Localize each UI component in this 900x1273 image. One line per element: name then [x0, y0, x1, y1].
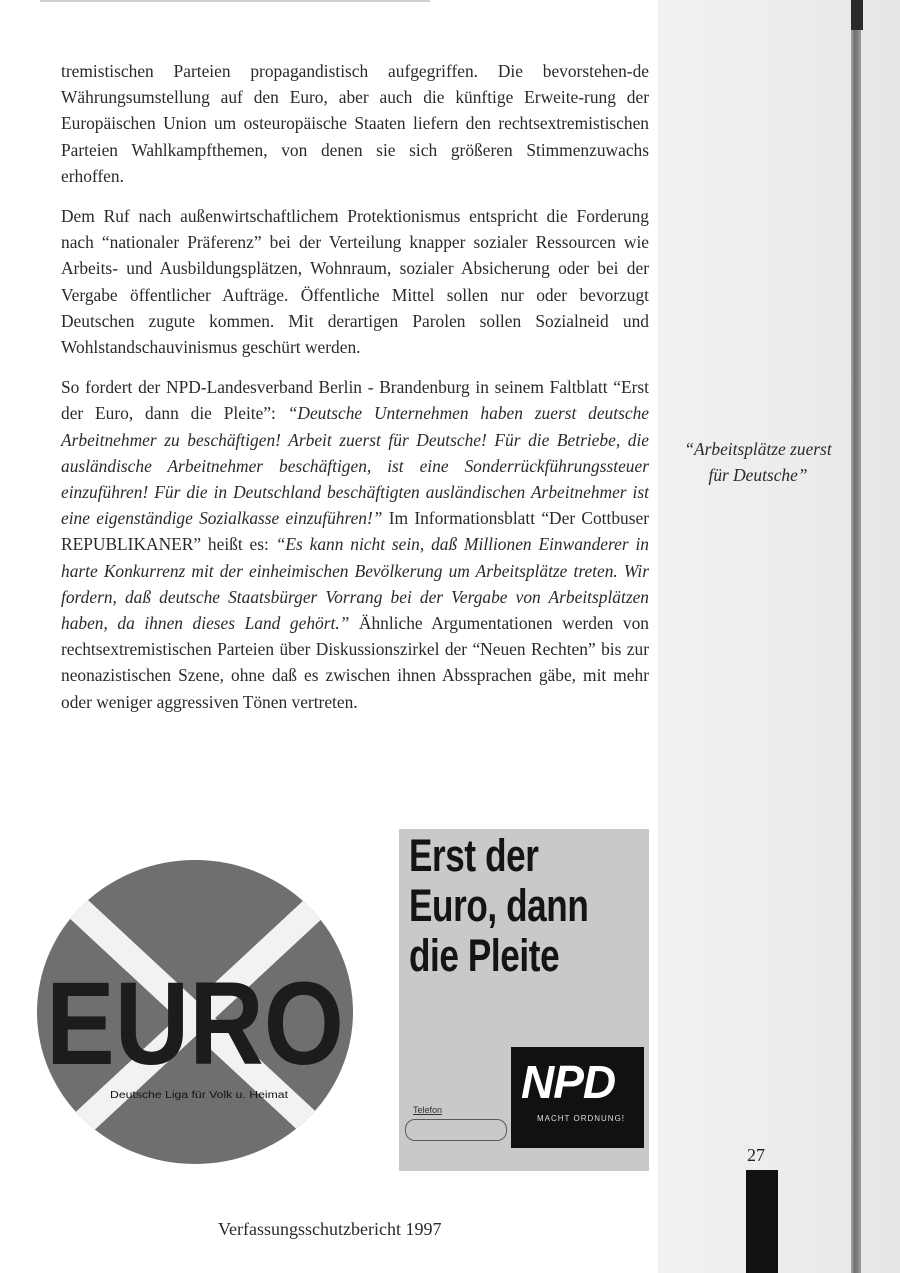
margin-column: [658, 0, 900, 1273]
sticker-euro-text: EURO: [46, 958, 344, 1090]
page-binding-edge-top: [851, 0, 863, 30]
phone-field: [405, 1119, 507, 1141]
flyer-headline-line: Euro, dann: [409, 880, 589, 931]
flyer-headline-line: die Pleite: [409, 930, 560, 981]
text-segment: Dem Ruf nach außenwirtschaftlichem Protektionismus entspricht die Forderung nach “nationaler Präferenz” bei der Verteilung knapper sozialer Ressourcen wie Arbeits- und Ausbildungsplätzen, Wohnraum, sozialer Absicherung oder bei der Vergabe öffentlicher Aufträge. Öffentliche Mittel sollen nur oder bevorzugt Deutschen zugute kommen. Mit derartigen Parolen sollen Sozialneid und Wohlstandschauvinismus geschürt werden.: [61, 206, 649, 358]
quote-segment: “Deutsche Unternehmen haben zuerst deutsche Arbeitnehmer zu beschäftigen! Arbeit zuerst für Deutsche! Für die Betriebe, die ausländische Arbeitnehmer beschäftigen, ist eine Sonderrückführungssteuer einzuführen! Für die in Deutschland beschäftigten ausländischen Arbeitnehmer ist eine eigenständige Sozialkasse einzuführen!”: [61, 403, 649, 529]
chapter-thumb-tab: [746, 1170, 778, 1273]
text-segment: Ähnliche Argumentationen werden von rechtsextremistischen Parteien über Diskussionszirkel der “Neuen Rechten” bis zur neonazistischen Szene, ohne daß es zwischen ihnen Abssprachen gäbe, mit mehr oder weniger aggressiven Tönen vertreten.: [61, 613, 650, 712]
page-binding-edge: [851, 0, 861, 1273]
body-text: [61, 58, 649, 729]
body-paragraph: [61, 203, 649, 360]
text-segment: tremistischen Parteien propagandistisch aufgegriffen. Die bevorstehen-de Währungsumstellung auf den Euro, aber auch die künftige Erweite-rung der Europäischen Union um osteuropäische Staaten liefern den rechtsextremistischen Parteien Wahlkampfthemen, von denen sie sich größeren Stimmenzuwachs erhoffen.: [61, 61, 649, 186]
flyer-headline: [409, 831, 596, 981]
npd-logo: NPD: [521, 1056, 616, 1108]
flyer-headline-line: Erst der: [409, 830, 539, 881]
npd-flyer-image: [399, 829, 649, 1171]
phone-label: Telefon: [413, 1105, 443, 1115]
euro-sticker-image: [36, 858, 354, 1170]
page-number: 27: [747, 1145, 765, 1165]
text-segment: Im Informationsblatt “Der Cottbuser REPUBLIKANER” heißt es:: [61, 508, 649, 555]
body-paragraph: [61, 374, 649, 715]
quote-segment: “Es kann nicht sein, daß Millionen Einwanderer in harte Konkurrenz mit der einheimischen Bevölkerung um Arbeitsplätze treten. Wir fordern, daß deutsche Staatsbürger Vorrang bei der Vergabe von Arbeitsplätzen haben, da ihnen dieses Land gehört.”: [61, 534, 649, 634]
body-paragraph: [61, 58, 649, 189]
npd-slogan: MACHT ORDNUNG!: [536, 1114, 626, 1123]
text-segment: So fordert der NPD-Landesverband Berlin - Brandenburg in seinem Faltblatt “Erst der Euro, dann die Pleite”:: [61, 377, 649, 424]
page-footer: Verfassungsschutzbericht 1997: [218, 1219, 442, 1239]
margin-note: “Arbeitsplätze zuerst für Deutsche”: [684, 439, 832, 485]
sticker-caption: Deutsche Liga für Volk u. Heimat: [110, 1090, 289, 1101]
page-top-rule: [40, 0, 430, 2]
